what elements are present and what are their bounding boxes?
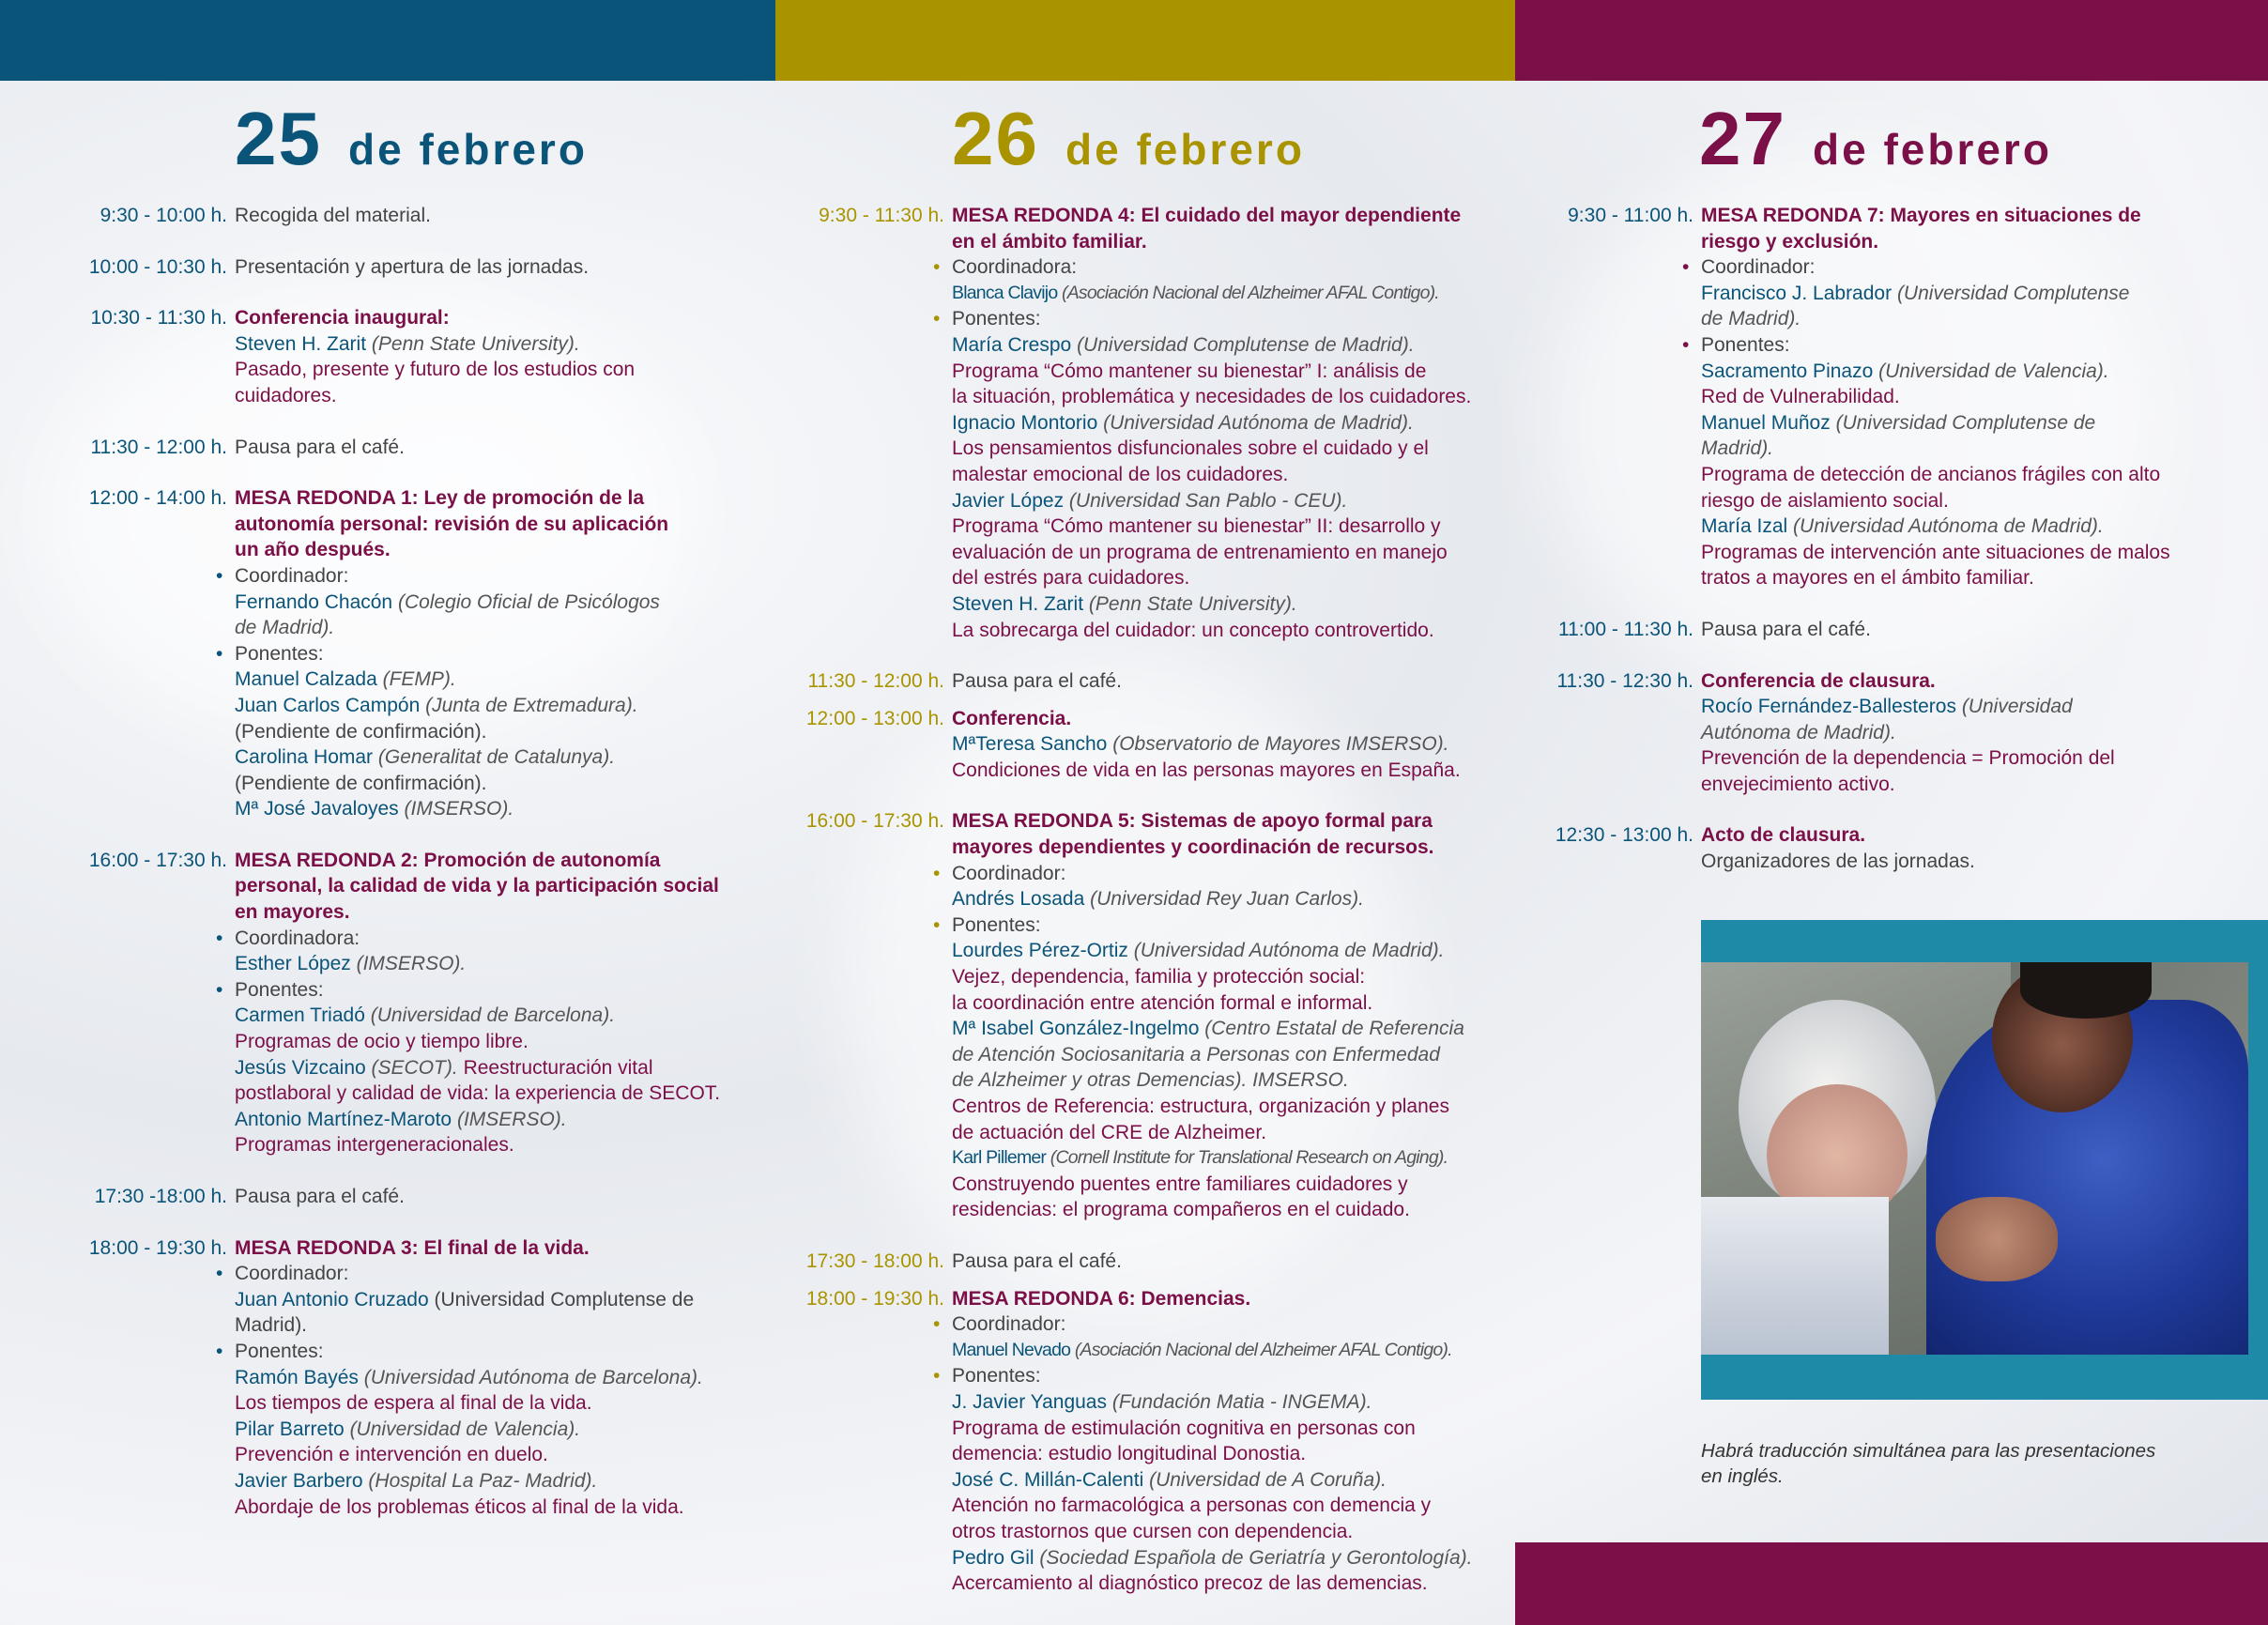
coordinator-label: • Coordinador: <box>235 563 742 590</box>
speaker-affiliation: de Madrid). <box>235 617 335 639</box>
entry-text: Presentación y apertura de las jornadas. <box>235 255 590 278</box>
speaker-affiliation: de Atención Sociosanitaria a Personas con Enfermedad <box>952 1043 1440 1065</box>
speaker-affiliation: (Sociedad Española de Geriatría y Gerontología). <box>1039 1546 1473 1569</box>
schedule-entry <box>717 203 1496 643</box>
speaker-affiliation: (Fundación Matia - INGEMA). <box>1111 1390 1372 1413</box>
session-title: Conferencia inaugural: <box>235 307 450 330</box>
session-title: MESA REDONDA 5: Sistemas de apoyo formal para <box>952 810 1433 833</box>
speaker-name: Antonio Martínez-Maroto <box>235 1108 452 1130</box>
speaker-affiliation: (Universidad de Valencia). <box>349 1418 581 1440</box>
speaker-name: Juan Carlos Campón <box>235 694 421 716</box>
speaker-affiliation: (Universidad San Pablo - CEU). <box>1068 489 1348 512</box>
speaker-affiliation: (Universidad de Valencia). <box>1878 360 2109 382</box>
speaker-name: Rocío Fernández-Ballesteros <box>1701 696 1956 718</box>
time-slot: 18:00 - 19:30 h. <box>805 1287 944 1310</box>
talk-title: Construyendo puentes entre familiares cuidadores y <box>952 1173 1408 1195</box>
speaker-name: Javier Barbero <box>235 1469 363 1492</box>
time-slot: 12:30 - 13:00 h. <box>1555 824 1693 847</box>
talk-title: Centros de Referencia: estructura, organización y planes <box>952 1096 1449 1117</box>
speaker-name: Javier López <box>952 489 1065 512</box>
talk-title: Pasado, presente y futuro de los estudios con cuidadores. <box>235 359 636 406</box>
session-title: riesgo y exclusión. <box>1701 230 1879 253</box>
speaker-name: Blanca Clavijo <box>952 282 1058 303</box>
speaker-affiliation: (SECOT). <box>371 1056 458 1079</box>
session-title: Conferencia. <box>952 707 1072 729</box>
schedule-entry <box>0 203 742 229</box>
time-slot: 16:00 - 17:30 h. <box>88 849 227 871</box>
speaker-affiliation: (Universidad Autónoma de Barcelona). <box>363 1366 703 1388</box>
speaker-affiliation: (Universidad Autónoma de Madrid). <box>1793 515 2104 538</box>
coordinator-label: • Coordinador: <box>952 861 1496 887</box>
schedule-entry <box>717 1249 1496 1275</box>
session-title: MESA REDONDA 6: Demencias. <box>952 1287 1251 1310</box>
top-band-gold <box>775 0 1515 81</box>
speaker-affiliation: (Asociación Nacional del Alzheimer AFAL Contigo). <box>1062 282 1439 303</box>
schedule-entry <box>1446 203 2178 591</box>
schedule-day-27 <box>1446 203 2178 875</box>
time-slot: 11:30 - 12:30 h. <box>1556 669 1693 692</box>
coordinator-label: • Coordinador: <box>1701 254 2178 281</box>
schedule-day-25 <box>0 203 742 1520</box>
speaker-affiliation: (Universidad de A Coruña). <box>1149 1468 1387 1491</box>
speaker-name: Steven H. Zarit <box>235 332 367 355</box>
day-title-26: 26 de febrero <box>952 97 1305 180</box>
talk-title: residencias: el programa compañeros en el cuidado. <box>952 1199 1410 1221</box>
speaker-name: Mª José Javaloyes <box>235 798 399 820</box>
speaker-affiliation: (Penn State University). <box>1088 592 1297 615</box>
speaker-affiliation: (Hospital La Paz- Madrid). <box>368 1469 598 1492</box>
speaker-affiliation: de Madrid). <box>1701 308 1801 330</box>
speaker-affiliation: de Alzheimer y otras Demencias). IMSERSO. <box>952 1069 1349 1092</box>
speaker-name: María Crespo <box>952 333 1072 356</box>
speaker-affiliation: (IMSERSO). <box>404 798 514 820</box>
speakers-label: • Ponentes: <box>952 912 1496 939</box>
speaker-name: Pilar Barreto <box>235 1418 345 1440</box>
speaker-name: Manuel Nevado <box>952 1339 1071 1360</box>
session-title: MESA REDONDA 7: Mayores en situaciones de <box>1701 205 2141 226</box>
talk-title: Programa de detección de ancianos frágiles con alto <box>1701 463 2161 485</box>
time-slot: 9:30 - 10:00 h. <box>100 205 227 226</box>
time-slot: 11:30 - 12:00 h. <box>807 670 944 693</box>
talk-title: evaluación de un programa de entrenamiento en manejo <box>952 541 1448 563</box>
time-slot: 9:30 - 11:30 h. <box>819 205 944 226</box>
speaker-name: Jesús Vizcaino <box>235 1056 366 1079</box>
speaker-name: Manuel Calzada <box>235 668 377 691</box>
coordinator-label: • Coordinadora: <box>235 926 742 952</box>
speaker-affiliation: (Universidad <box>1961 696 2073 718</box>
talk-title: Red de Vulnerabilidad. <box>1701 386 1900 408</box>
talk-title: Los tiempos de espera al final de la vida. <box>235 1392 592 1415</box>
translation-note <box>1701 1438 2189 1489</box>
speaker-affiliation: (Observatorio de Mayores IMSERSO). <box>1112 733 1449 756</box>
session-title: MESA REDONDA 1: Ley de promoción de la <box>235 487 645 510</box>
session-title: personal, la calidad de vida y la participación social <box>235 875 719 897</box>
day-title-25: 25 de febrero <box>235 97 588 180</box>
speaker-name: Carmen Triadó <box>235 1004 365 1027</box>
session-title: autonomía personal: revisión de su aplicación <box>235 513 669 535</box>
schedule-entry <box>1446 668 2178 798</box>
speaker-affiliation: (Universidad Autónoma de Madrid). <box>1133 940 1445 962</box>
speakers-label: • Ponentes: <box>952 1363 1496 1389</box>
speaker-name: Steven H. Zarit <box>952 592 1084 615</box>
coordinator-label: • Coordinador: <box>235 1261 742 1287</box>
talk-title: Programa de estimulación cognitiva en personas con <box>952 1417 1416 1439</box>
schedule-entry <box>0 485 742 822</box>
talk-title: riesgo de aislamiento social. <box>1701 489 1949 512</box>
speaker-name: Manuel Muñoz <box>1701 411 1831 434</box>
entry-text: Pausa para el café. <box>1701 618 1871 640</box>
time-slot: 10:30 - 11:30 h. <box>90 307 227 330</box>
time-slot: 11:00 - 11:30 h. <box>1558 618 1693 640</box>
time-slot: 17:30 -18:00 h. <box>94 1186 227 1207</box>
talk-title: del estrés para cuidadores. <box>952 567 1190 590</box>
speaker-name: Esther López <box>235 953 351 975</box>
speaker-name: J. Javier Yanguas <box>952 1390 1107 1413</box>
schedule-entry <box>0 435 742 461</box>
speaker-name: Mª Isabel González-Ingelmo <box>952 1018 1200 1040</box>
session-title: Conferencia de clausura. <box>1701 669 1936 692</box>
speaker-affiliation: (IMSERSO). <box>456 1108 567 1130</box>
schedule-entry <box>717 1286 1496 1597</box>
entry-text: Pausa para el café. <box>235 1186 405 1207</box>
speaker-affiliation: (FEMP). <box>382 668 456 691</box>
talk-title: Los pensamientos disfuncionales sobre el cuidado y el <box>952 437 1429 460</box>
coordinator-label: • Coordinadora: <box>952 254 1496 281</box>
speakers-label: • Ponentes: <box>235 1339 742 1365</box>
speaker-affiliation: (Cornell Institute for Translational Research on Aging). <box>1050 1147 1448 1169</box>
talk-title: postlaboral y calidad de vida: la experiencia de SECOT. <box>235 1082 721 1105</box>
talk-title: la situación, problemática y necesidades de los cuidadores. <box>952 386 1472 408</box>
speaker-affiliation: (Generalitat de Catalunya). <box>377 746 616 769</box>
time-slot: 16:00 - 17:30 h. <box>805 810 944 833</box>
speaker-affiliation: Autónoma de Madrid). <box>1701 721 1896 744</box>
schedule-entry <box>0 1184 742 1210</box>
speaker-name: Lourdes Pérez-Ortiz <box>952 940 1128 962</box>
talk-title: Abordaje de los problemas éticos al final de la vida. <box>235 1495 684 1518</box>
talk-title: la coordinación entre atención formal e informal. <box>952 991 1373 1014</box>
entry-text: Organizadores de las jornadas. <box>1701 851 1975 873</box>
speaker-affiliation: Madrid). <box>235 1314 308 1337</box>
speaker-affiliation: (Universidad Complutense de Madrid). <box>1077 333 1415 356</box>
session-title: MESA REDONDA 2: Promoción de autonomía <box>235 849 661 871</box>
entry-text: Pausa para el café. <box>952 1249 1122 1272</box>
schedule-day-26 <box>717 203 1496 1597</box>
pending-note: (Pendiente de confirmación). <box>235 772 487 794</box>
speaker-affiliation: (Universidad Complutense de <box>1835 411 2096 434</box>
speaker-affiliation: (Penn State University). <box>371 332 580 355</box>
session-title: en el ámbito familiar. <box>952 230 1147 253</box>
talk-title: Condiciones de vida en las personas mayores en España. <box>952 759 1461 781</box>
talk-title: La sobrecarga del cuidador: un concepto controvertido. <box>952 619 1434 641</box>
speaker-affiliation: (Universidad Complutense <box>1896 282 2130 304</box>
entry-text: Pausa para el café. <box>952 670 1122 693</box>
schedule-entry <box>0 848 742 1158</box>
note-line: Habrá traducción simultánea para las presentaciones <box>1701 1440 2156 1462</box>
caregiver-photo <box>1701 962 2248 1355</box>
speaker-name: Ramón Bayés <box>235 1366 359 1388</box>
schedule-entry <box>0 254 742 281</box>
speakers-label: • Ponentes: <box>235 977 742 1004</box>
schedule-entry <box>1446 617 2178 643</box>
speaker-affiliation: (Universidad Complutense de <box>434 1288 695 1311</box>
session-title: un año después. <box>235 539 391 561</box>
time-slot: 12:00 - 13:00 h. <box>805 707 944 729</box>
coordinator-label: • Coordinador: <box>952 1311 1496 1338</box>
talk-title: Programa “Cómo mantener su bienestar” I: análisis de <box>952 360 1427 382</box>
speaker-affiliation: (IMSERSO). <box>356 953 467 975</box>
talk-title: Vejez, dependencia, familia y protección social: <box>952 966 1366 989</box>
speaker-affiliation: Madrid). <box>1701 437 1774 460</box>
speaker-affiliation: (Colegio Oficial de Psicólogos <box>397 590 660 613</box>
speaker-affiliation: (Universidad Rey Juan Carlos). <box>1090 888 1364 911</box>
speaker-name: Pedro Gil <box>952 1546 1034 1569</box>
time-slot: 18:00 - 19:30 h. <box>88 1236 227 1259</box>
speaker-name: José C. Millán-Calenti <box>952 1468 1144 1491</box>
schedule-entry <box>0 305 742 408</box>
speakers-label: • Ponentes: <box>1701 332 2178 359</box>
schedule-entry <box>717 668 1496 695</box>
speaker-name: Sacramento Pinazo <box>1701 360 1874 382</box>
talk-title: otros trastornos que cursen con dependencia. <box>952 1520 1354 1542</box>
schedule-entry <box>717 706 1496 784</box>
schedule-entry <box>717 808 1496 1223</box>
talk-title: envejecimiento activo. <box>1701 773 1895 795</box>
time-slot: 9:30 - 11:00 h. <box>1568 205 1693 226</box>
session-title: Acto de clausura. <box>1701 824 1866 847</box>
talk-title: malestar emocional de los cuidadores. <box>952 463 1289 485</box>
time-slot: 10:00 - 10:30 h. <box>88 255 227 278</box>
time-slot: 12:00 - 14:00 h. <box>88 487 227 510</box>
speaker-name: Francisco J. Labrador <box>1701 282 1893 304</box>
speaker-name: Juan Antonio Cruzado <box>235 1288 429 1311</box>
speaker-name: Ignacio Montorio <box>952 411 1098 434</box>
schedule-entry <box>1446 822 2178 874</box>
speaker-name: Karl Pillemer <box>952 1147 1047 1169</box>
speaker-affiliation: (Centro Estatal de Referencia <box>1204 1018 1464 1040</box>
session-title: en mayores. <box>235 901 350 924</box>
speaker-name: Fernando Chacón <box>235 590 393 613</box>
talk-title: Programas intergeneracionales. <box>235 1134 514 1157</box>
time-slot: 17:30 - 18:00 h. <box>805 1249 944 1272</box>
talk-title: Atención no farmacológica a personas con demencia y <box>952 1495 1432 1517</box>
top-band-wine <box>1515 0 2268 81</box>
talk-title: Programa “Cómo mantener su bienestar” II: desarrollo y <box>952 515 1441 538</box>
session-title: MESA REDONDA 3: El final de la vida. <box>235 1236 590 1259</box>
top-band-blue <box>0 0 775 81</box>
speaker-name: MªTeresa Sancho <box>952 733 1108 756</box>
session-title: mayores dependientes y coordinación de recursos. <box>952 836 1434 859</box>
talk-title: tratos a mayores en el ámbito familiar. <box>1701 567 2034 590</box>
entry-text: Recogida del material. <box>235 205 431 226</box>
pending-note: (Pendiente de confirmación). <box>235 720 487 743</box>
time-slot: 11:30 - 12:00 h. <box>90 436 227 458</box>
day-title-27: 27 de febrero <box>1699 97 2052 180</box>
note-line: en inglés. <box>1701 1465 1784 1487</box>
speaker-affiliation: (Universidad de Barcelona). <box>370 1004 616 1027</box>
talk-title: Prevención de la dependencia = Promoción del <box>1701 747 2115 770</box>
talk-title: Prevención e intervención en duelo. <box>235 1444 548 1466</box>
speaker-affiliation: (Asociación Nacional del Alzheimer AFAL Contigo). <box>1074 1339 1452 1360</box>
speaker-name: María Izal <box>1701 515 1788 538</box>
talk-title: demencia: estudio longitudinal Donostia. <box>952 1443 1307 1465</box>
talk-title: Programas de intervención ante situaciones de malos <box>1701 541 2170 563</box>
speaker-affiliation: (Junta de Extremadura). <box>425 694 638 716</box>
bottom-band-wine <box>1515 1542 2268 1625</box>
speakers-label: • Ponentes: <box>235 641 742 667</box>
speaker-name: Carolina Homar <box>235 746 374 769</box>
session-title: MESA REDONDA 4: El cuidado del mayor dependiente <box>952 205 1462 226</box>
talk-title: Programas de ocio y tiempo libre. <box>235 1031 529 1053</box>
entry-text: Pausa para el café. <box>235 436 405 458</box>
schedule-entry <box>0 1235 742 1521</box>
speaker-name: Andrés Losada <box>952 888 1085 911</box>
speaker-affiliation: (Universidad Autónoma de Madrid). <box>1103 411 1414 434</box>
talk-title: de actuación del CRE de Alzheimer. <box>952 1121 1267 1143</box>
speakers-label: • Ponentes: <box>952 306 1496 332</box>
talk-title: Reestructuración vital <box>463 1056 653 1079</box>
talk-title: Acercamiento al diagnóstico precoz de las demencias. <box>952 1572 1428 1595</box>
